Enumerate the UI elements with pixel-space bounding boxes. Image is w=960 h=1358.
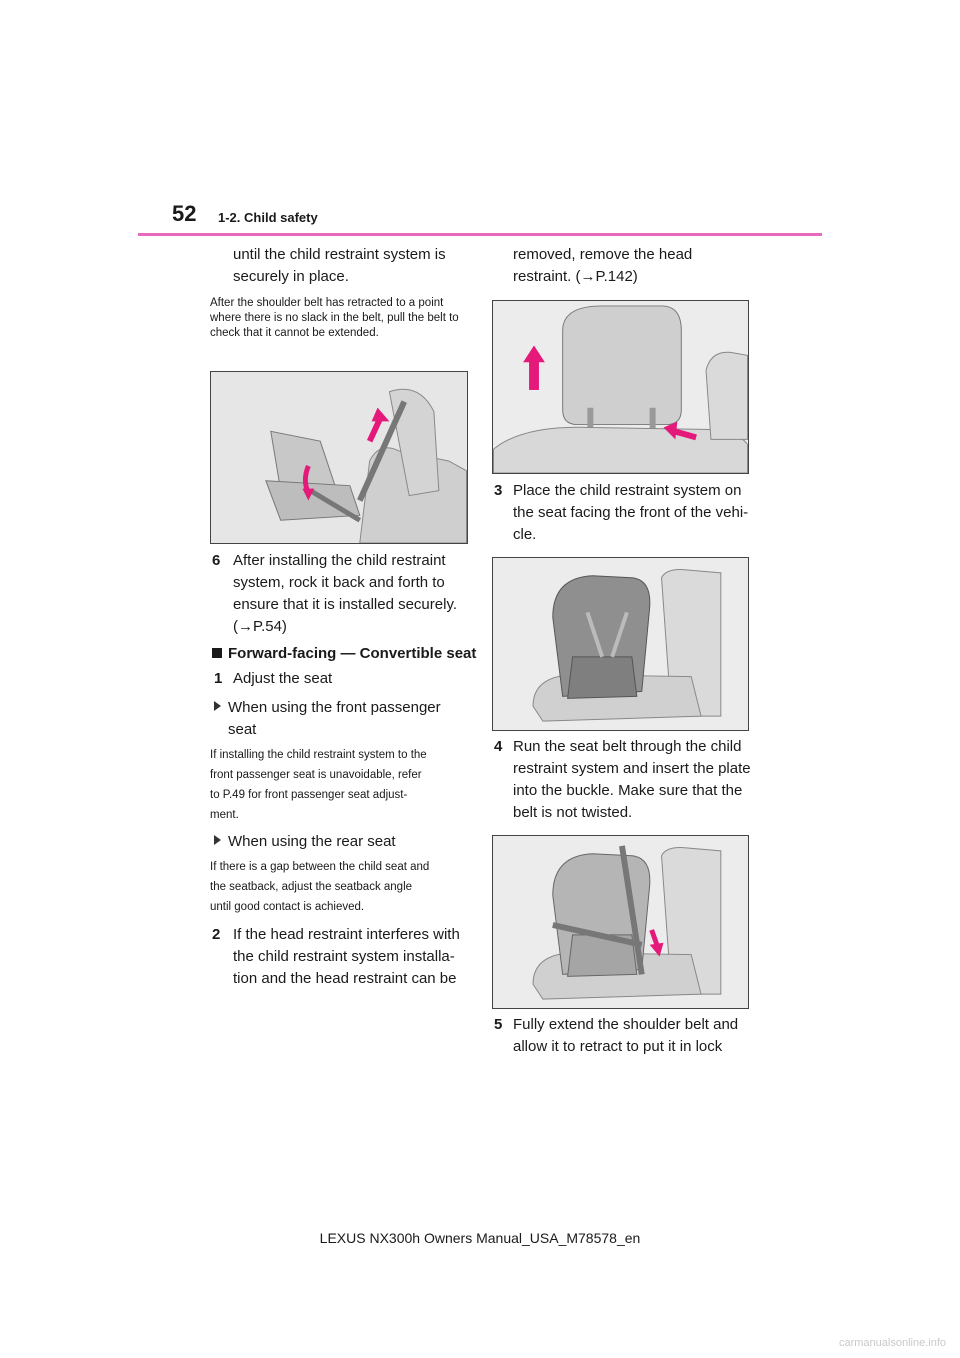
step-3-number: 3 — [494, 482, 503, 499]
step-5-line-1: Fully extend the shoulder belt and — [513, 1016, 739, 1033]
note-front-seat-3: to P.49 for front passenger seat adjust- — [210, 789, 408, 801]
note-rear-seat-2: the seatback, adjust the seatback angle — [210, 881, 413, 893]
step-3-line-3: cle. — [513, 526, 537, 543]
step-3-line-1: Place the child restraint system on — [513, 482, 742, 499]
triangle-bullet-icon — [214, 701, 221, 711]
step-6-line-1: After installing the child restraint — [233, 552, 446, 569]
note-front-seat-2: front passenger seat is unavoidable, refer — [210, 769, 422, 781]
note-front-seat-1: If installing the child restraint system to the — [210, 749, 427, 761]
note-rear-seat-1: If there is a gap between the child seat and — [210, 861, 430, 873]
sub-rear-seat-text: When using the rear seat — [228, 833, 396, 850]
header-rule — [138, 233, 822, 236]
continued-text-right-2: restraint. (→P.142) — [513, 268, 638, 285]
continued-text-left-2: securely in place. — [233, 268, 349, 285]
heading-forward-facing-text: Forward-facing — Convertible seat — [228, 645, 477, 662]
step-6-line-4: (→P.54) — [233, 618, 287, 635]
step-4-line-3: into the buckle. Make sure that the — [513, 782, 743, 799]
step-6-line-2: system, rock it back and forth to — [233, 574, 445, 591]
footer-manual-id: LEXUS NX300h Owners Manual_USA_M78578_en — [319, 1230, 641, 1246]
continued-text-left-1: until the child restraint system is — [233, 246, 446, 263]
continued-text-right-1: removed, remove the head — [513, 246, 693, 263]
figure-child-seat-illustration — [493, 558, 748, 730]
figure-seat-belt-routing-illustration — [493, 836, 748, 1008]
step-2-line-1: If the head restraint interferes with — [233, 926, 460, 943]
step-4-line-2: restraint system and insert the plate — [513, 760, 751, 777]
page-number: 52 — [172, 201, 197, 226]
note-shoulder-belt: After the shoulder belt has retracted to a point where there is no slack in the belt, pull the belt to check that it cannot be extended. — [210, 297, 459, 339]
note-front-seat-4: ment. — [210, 809, 239, 821]
step-6-number: 6 — [212, 552, 221, 569]
step-6-line-3: ensure that it is installed securely. — [233, 596, 457, 613]
figure-belt-lock — [210, 371, 468, 544]
step-1-text: Adjust the seat — [233, 670, 333, 687]
step-5-number: 5 — [494, 1016, 503, 1033]
step-5-line-2: allow it to retract to put it in lock — [513, 1038, 723, 1055]
figure-head-restraint — [492, 300, 749, 474]
step-2-line-2: the child restraint system installa- — [233, 948, 455, 965]
step-3-line-2: the seat facing the front of the vehi- — [513, 504, 749, 521]
sub-front-passenger-line-2: seat — [228, 721, 257, 738]
step-4-line-4: belt is not twisted. — [513, 804, 633, 821]
step-4-line-1: Run the seat belt through the child — [513, 738, 742, 755]
sub-rear-seat — [214, 831, 396, 853]
square-bullet-icon — [212, 648, 222, 658]
figure-seat-belt-routing — [492, 835, 749, 1009]
figure-belt-lock-illustration — [211, 372, 467, 543]
step-2-number: 2 — [212, 926, 221, 943]
sub-front-passenger-line-1: When using the front passenger — [228, 699, 441, 716]
figure-child-seat — [492, 557, 749, 731]
note-rear-seat-3: until good contact is achieved. — [210, 901, 365, 913]
step-2-line-3: tion and the head restraint can be — [233, 970, 457, 987]
heading-forward-facing — [212, 643, 476, 665]
section-title: 1-2. Child safety — [218, 210, 318, 225]
sub-front-passenger — [214, 697, 441, 719]
step-4-number: 4 — [494, 738, 503, 755]
figure-head-restraint-illustration — [493, 301, 748, 473]
watermark: carmanualsonline.info — [838, 1337, 946, 1349]
step-1-number: 1 — [214, 670, 223, 687]
triangle-bullet-icon — [214, 835, 221, 845]
